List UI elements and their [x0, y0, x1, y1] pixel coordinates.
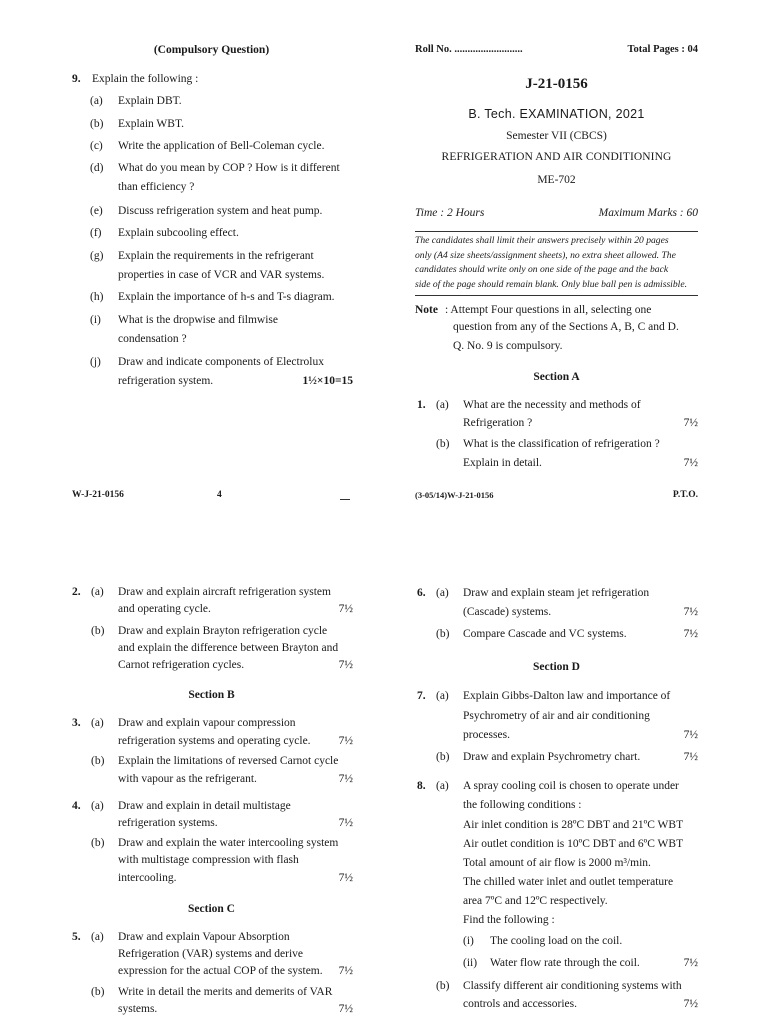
bottom-left-column [70, 0, 353, 1024]
q2b-line1: Draw and explain Brayton refrigeration cycle [118, 625, 328, 637]
q9g-line2: properties in case of VCR and VAR systems. [118, 269, 325, 281]
subject: REFRIGERATION AND AIR CONDITIONING [441, 151, 672, 163]
q1a-label: (a) [436, 399, 449, 411]
q7b-line1: Draw and explain Psychrometry chart. [463, 751, 641, 763]
q9c-text: Write the application of Bell-Coleman cycle. [118, 140, 325, 152]
instruction-line-2: only (A4 size sheets/assignment sheets), no extra sheet allowed. The [415, 249, 676, 261]
q6-number: 6. [417, 587, 426, 599]
q6b-label: (b) [436, 628, 450, 640]
q9-marks: 1½×10=15 [302, 375, 353, 387]
q3a-line1: Draw and explain vapour compression [118, 717, 296, 729]
q9j-label: (j) [90, 356, 101, 368]
q5a-marks: 7½ [338, 965, 353, 977]
top-right-footer-code: (3-05/14)W-J-21-0156 [415, 490, 494, 500]
q9g-label: (g) [90, 250, 104, 262]
q9d-line1: What do you mean by COP ? How is it different [118, 162, 340, 174]
instruction-line-4: side of the page should remain blank. Only blue ball pen is admissible. [415, 278, 687, 290]
q6a-marks: 7½ [683, 606, 698, 618]
q3b-line2: with vapour as the refrigerant. [118, 773, 257, 785]
q5b-line2: systems. [118, 1003, 158, 1015]
note-line-2: question from any of the Sections A, B, C and D. [453, 321, 679, 333]
q8a-line3: Air inlet condition is 28ºC DBT and 21ºC WBT [463, 819, 684, 831]
q2b-line3: Carnot refrigeration cycles. [118, 659, 245, 671]
instruction-line-3: candidates should write only on one side of the page and the back [415, 264, 669, 276]
q9-number: 9. [72, 73, 81, 85]
q8a-line1: A spray cooling coil is chosen to operate under [463, 780, 679, 792]
q8a-line2: the following conditions : [463, 799, 582, 811]
q8b-line1: Classify different air conditioning systems with [463, 980, 682, 992]
q9j-line2: refrigeration system. [118, 375, 214, 387]
q7a-label: (a) [436, 690, 449, 702]
q9g-line1: Explain the requirements in the refrigerant [118, 250, 314, 262]
time: Time : 2 Hours [415, 207, 485, 219]
q5b-label: (b) [91, 986, 105, 998]
q5b-line1: Write in detail the merits and demerits of VAR [118, 986, 333, 998]
note-line-1: : Attempt Four questions in all, selecting one [445, 304, 652, 316]
q8a-sub-ii-label: (ii) [463, 957, 478, 969]
q3a-label: (a) [91, 717, 104, 729]
q7-number: 7. [417, 690, 426, 702]
q1a-line1: What are the necessity and methods of [463, 399, 641, 411]
q8-number: 8. [417, 780, 426, 792]
course-code: ME-702 [537, 174, 576, 186]
q2b-label: (b) [91, 625, 105, 637]
q2b-marks: 7½ [338, 659, 353, 671]
q7b-marks: 7½ [683, 751, 698, 763]
q8b-marks: 7½ [683, 998, 698, 1010]
q2a-line2: and operating cycle. [118, 603, 211, 615]
q8a-line5: Total amount of air flow is 2000 m³/min. [463, 857, 651, 869]
q4-number: 4. [72, 800, 81, 812]
q2a-label: (a) [91, 586, 104, 598]
q5b-marks: 7½ [338, 1003, 353, 1015]
q1-number: 1. [417, 399, 426, 411]
q4b-line2: with multistage compression with flash [118, 854, 299, 866]
top-left-footer-code: W-J-21-0156 [72, 490, 124, 500]
q7a-marks: 7½ [683, 729, 698, 741]
q1b-marks: 7½ [683, 457, 698, 469]
q9f-label: (f) [90, 227, 102, 239]
note-label: Note [415, 304, 438, 316]
q9j-line1: Draw and indicate components of Electrolux [118, 356, 324, 368]
semester: Semester VII (CBCS) [506, 130, 607, 142]
q4b-line1: Draw and explain the water intercooling system [118, 837, 339, 849]
q5a-line2: Refrigeration (VAR) systems and derive [118, 948, 304, 960]
section-a-heading: Section A [533, 371, 580, 383]
q8a-line4: Air outlet condition is 10ºC DBT and 6ºC WBT [463, 838, 684, 850]
q4b-line3: intercooling. [118, 872, 177, 884]
q2b-line2: and explain the difference between Brayton and [118, 642, 339, 654]
q5a-line1: Draw and explain Vapour Absorption [118, 931, 290, 943]
q9d-label: (d) [90, 162, 104, 174]
paper-code: J-21-0156 [525, 76, 588, 92]
q9f-text: Explain subcooling effect. [118, 227, 239, 239]
q3a-line2: refrigeration systems and operating cycle. [118, 735, 311, 747]
q1b-line2: Explain in detail. [463, 457, 542, 469]
q9-text: Explain the following : [92, 73, 199, 85]
q8b-label: (b) [436, 980, 450, 992]
top-left-footer-page: 4 [217, 490, 222, 500]
exam-title: B. Tech. EXAMINATION, 2021 [468, 107, 645, 121]
q8a-sub-i-text: The cooling load on the coil. [490, 935, 623, 947]
q8b-line2: controls and accessories. [463, 998, 578, 1010]
q3a-marks: 7½ [338, 735, 353, 747]
q1a-line2: Refrigeration ? [463, 417, 533, 429]
q8a-sub-i-label: (i) [463, 935, 474, 947]
q9h-text: Explain the importance of h-s and T-s diagram. [118, 291, 335, 303]
section-b-heading: Section B [188, 689, 235, 701]
q6a-line2: (Cascade) systems. [463, 606, 552, 618]
compulsory-header: (Compulsory Question) [153, 44, 270, 56]
q6a-label: (a) [436, 587, 449, 599]
q9b-label: (b) [90, 118, 104, 130]
q7a-line1: Explain Gibbs-Dalton law and importance of [463, 690, 671, 702]
max-marks: Maximum Marks : 60 [598, 207, 698, 219]
q9a-label: (a) [90, 95, 103, 107]
instruction-line-1: The candidates shall limit their answers precisely within 20 pages [415, 235, 669, 246]
q9e-label: (e) [90, 205, 103, 217]
q7a-line3: processes. [463, 729, 510, 741]
q3b-line1: Explain the limitations of reversed Carnot cycle [118, 755, 339, 767]
q9e-text: Discuss refrigeration system and heat pump. [118, 205, 323, 217]
q6b-marks: 7½ [683, 628, 698, 640]
q8a-sub-ii-text: Water flow rate through the coil. [490, 957, 640, 969]
q6a-line1: Draw and explain steam jet refrigeration [463, 587, 650, 599]
q2a-marks: 7½ [338, 603, 353, 615]
q1b-label: (b) [436, 438, 450, 450]
q4a-marks: 7½ [338, 817, 353, 829]
q9c-label: (c) [90, 140, 103, 152]
section-c-heading: Section C [188, 903, 235, 915]
q1b-line1: What is the classification of refrigeration ? [463, 438, 660, 450]
q2-number: 2. [72, 586, 81, 598]
q9d-line2: than efficiency ? [118, 181, 195, 193]
section-d-heading: Section D [533, 661, 580, 673]
q7b-label: (b) [436, 751, 450, 763]
q9h-label: (h) [90, 291, 104, 303]
q3b-label: (b) [91, 755, 105, 767]
q9b-text: Explain WBT. [118, 118, 185, 130]
note-line-3: Q. No. 9 is compulsory. [453, 340, 563, 352]
q9a-text: Explain DBT. [118, 95, 182, 107]
q9i-line2: condensation ? [118, 333, 187, 345]
q5a-label: (a) [91, 931, 104, 943]
top-right-footer-pto: P.T.O. [672, 490, 698, 500]
bottom-right-column [415, 0, 698, 1024]
q3b-marks: 7½ [338, 773, 353, 785]
q6b-line1: Compare Cascade and VC systems. [463, 628, 627, 640]
q8a-line8: Find the following : [463, 914, 555, 926]
q7a-line2: Psychrometry of air and air conditioning [463, 710, 650, 722]
q9i-line1: What is the dropwise and filmwise [118, 314, 279, 326]
roll-no: Roll No. .......................... [415, 44, 523, 55]
q4b-label: (b) [91, 837, 105, 849]
q5a-line3: expression for the actual COP of the system. [118, 965, 323, 977]
q9i-label: (i) [90, 314, 101, 326]
q8a-label: (a) [436, 780, 449, 792]
q4b-marks: 7½ [338, 872, 353, 884]
q4a-label: (a) [91, 800, 104, 812]
total-pages: Total Pages : 04 [627, 44, 698, 55]
q4a-line1: Draw and explain in detail multistage [118, 800, 291, 812]
q8a-marks: 7½ [683, 957, 698, 969]
q8a-line7: area 7ºC and 12ºC respectively. [463, 895, 608, 907]
q8a-line6: The chilled water inlet and outlet temperature [463, 876, 674, 888]
q5-number: 5. [72, 931, 81, 943]
q2a-line1: Draw and explain aircraft refrigeration system [118, 586, 331, 598]
q1a-marks: 7½ [683, 417, 698, 429]
q3-number: 3. [72, 717, 81, 729]
q4a-line2: refrigeration systems. [118, 817, 218, 829]
